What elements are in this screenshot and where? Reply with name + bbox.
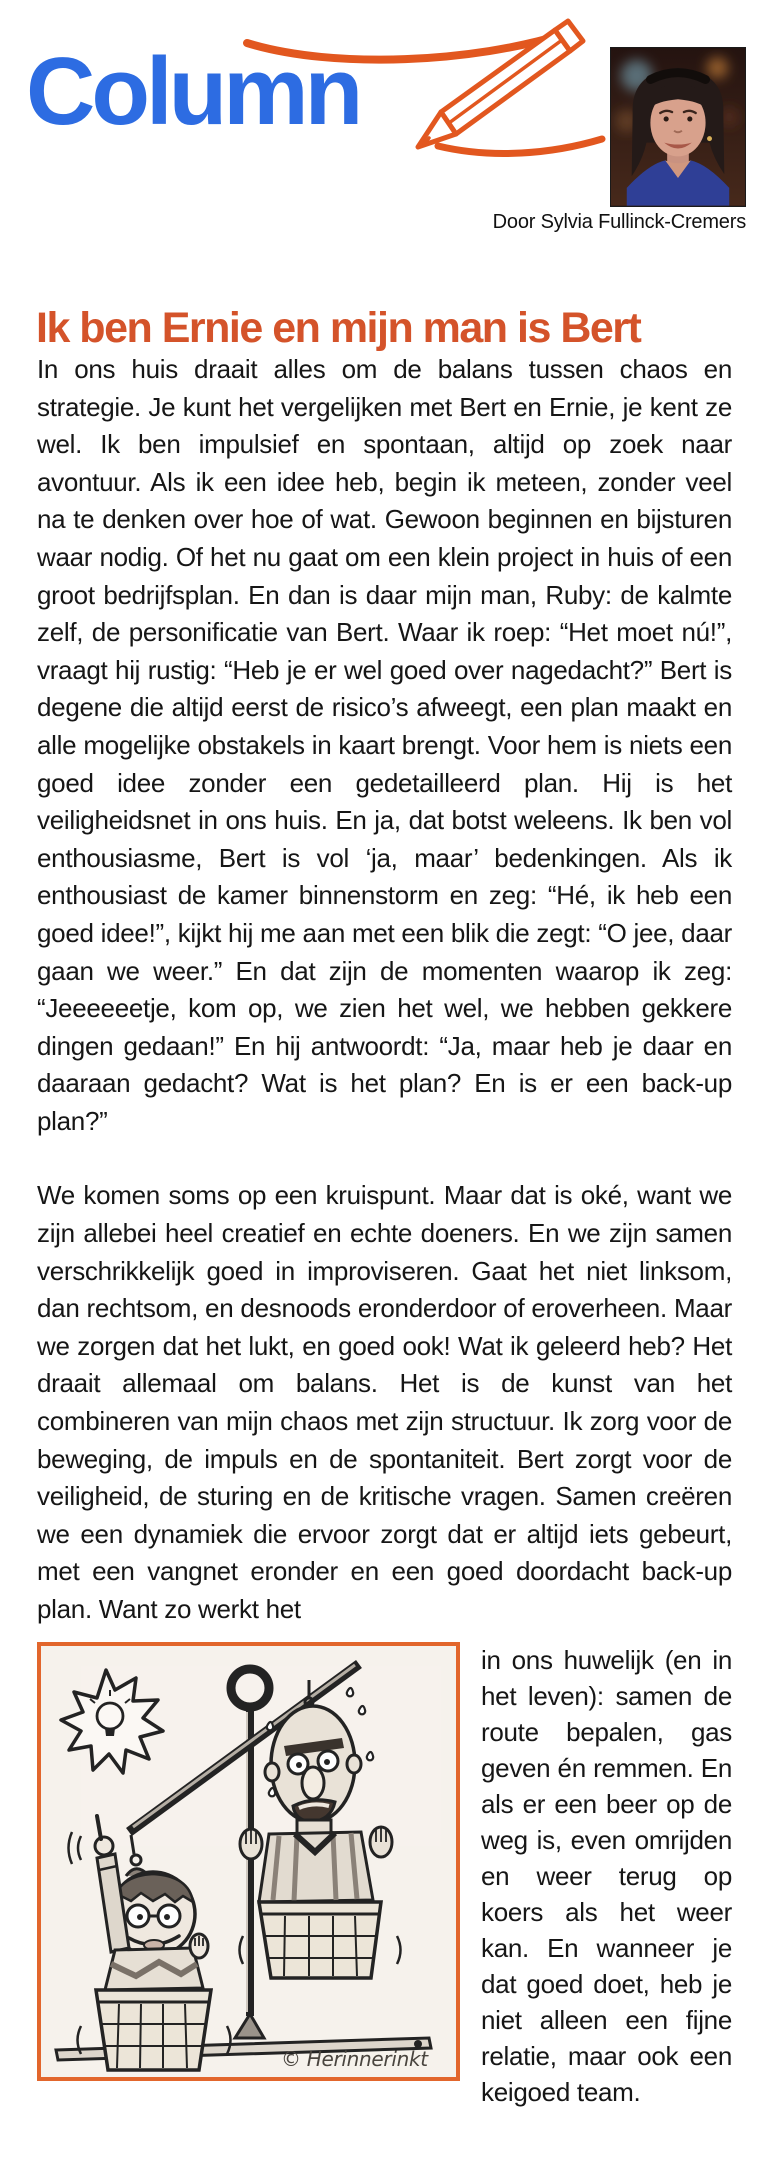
author-caption: Door Sylvia Fullinck-Cremers [492, 211, 746, 233]
paragraph-2-lead: We komen soms op een kruispunt. Maar dat is oké, want we zijn allebei heel creatief en echte doeners. En we zijn samen verschrikkelijk goed in improviseren. Gaat het niet linksom, dan rechtsom, en desnoods eronderdoor of eroverheen. Maar we zorgen dat het lukt, en goed ook! Wat ik geleerd heb? Het draait allemaal om balans. Het is de kunst van het combineren van mijn chaos met zijn structuur. Ik zorg voor de beweging, de impuls en de spontaniteit. Bert zorgt voor de veiligheid, de sturing en de kritische vragen. Samen creëren we een dynamiek die ervoor zorgt dat er altijd iets gebeurt, met een vangnet eronder en een goed doordacht back-up plan. Want zo werkt het [37, 1180, 732, 1624]
paragraph-1: In ons huis draait alles om de balans tussen chaos en strategie. Je kunt het vergelijken met Bert en Ernie, je kent ze wel. Ik ben impulsief en spontaan, altijd op zoek naar avontuur. Als ik een idee heb, begin ik meteen, zonder veel na te denken over hoe of wat. Gewoon beginnen en bijsturen waar nodig. Of het nu gaat om een klein project in huis of een groot bedrijfsplan. En dan is daar mijn man, Ruby: de kalmte zelf, de personificatie van Bert. Waar ik roep: “Het moet nú!”, vraagt hij rustig: “Heb je er wel goed over nagedacht?” Bert is degene die altijd eerst de risico’s afweegt, een plan maakt en alle mogelijke obstakels in kaart brengt. Voor hem is niets een goed idee zonder een gedetailleerd plan. Hij is het veiligheidsnet in ons huis. En ja, dat botst weleens. Ik ben vol enthousiasme, Bert is vol ‘ja, maar’ bedenkingen. Als ik enthousiast de kamer binnenstorm en zeg: “Hé, ik heb een goed idee!”, kijkt hij me aan met een blik die zegt: “O jee, daar gaan we weer.” En dat zijn de momenten waarop ik zeg: “Jeeeeeetje, kom op, we zien het wel, we hebben gekkere dingen gedaan!” En hij antwoordt: “Ja, maar heb je daar en daaraan gedacht? Wat is het plan? En is er een back-up plan?” [37, 354, 732, 1136]
paragraph-2-wrap: in ons huwelijk (en in het leven): samen de route bepalen, gas geven én remmen. En als er een beer op de weg is, even omrijden en weer terug op koers als het weer kan. En wanneer je dat goed doet, heb je niet alleen een fijne relatie, maar ook een keigoed team. [481, 1644, 732, 2107]
cartoon-signature: © Herinnerinkt [281, 2046, 428, 2071]
column-logo: Column [26, 38, 360, 145]
author-photo [610, 47, 746, 207]
cartoon-figure [37, 1642, 460, 2081]
wrap-section [37, 1642, 732, 2110]
article-body [37, 351, 732, 2110]
pencil-icon [240, 16, 612, 162]
article-title: Ik ben Ernie en mijn man is Bert [36, 303, 641, 352]
